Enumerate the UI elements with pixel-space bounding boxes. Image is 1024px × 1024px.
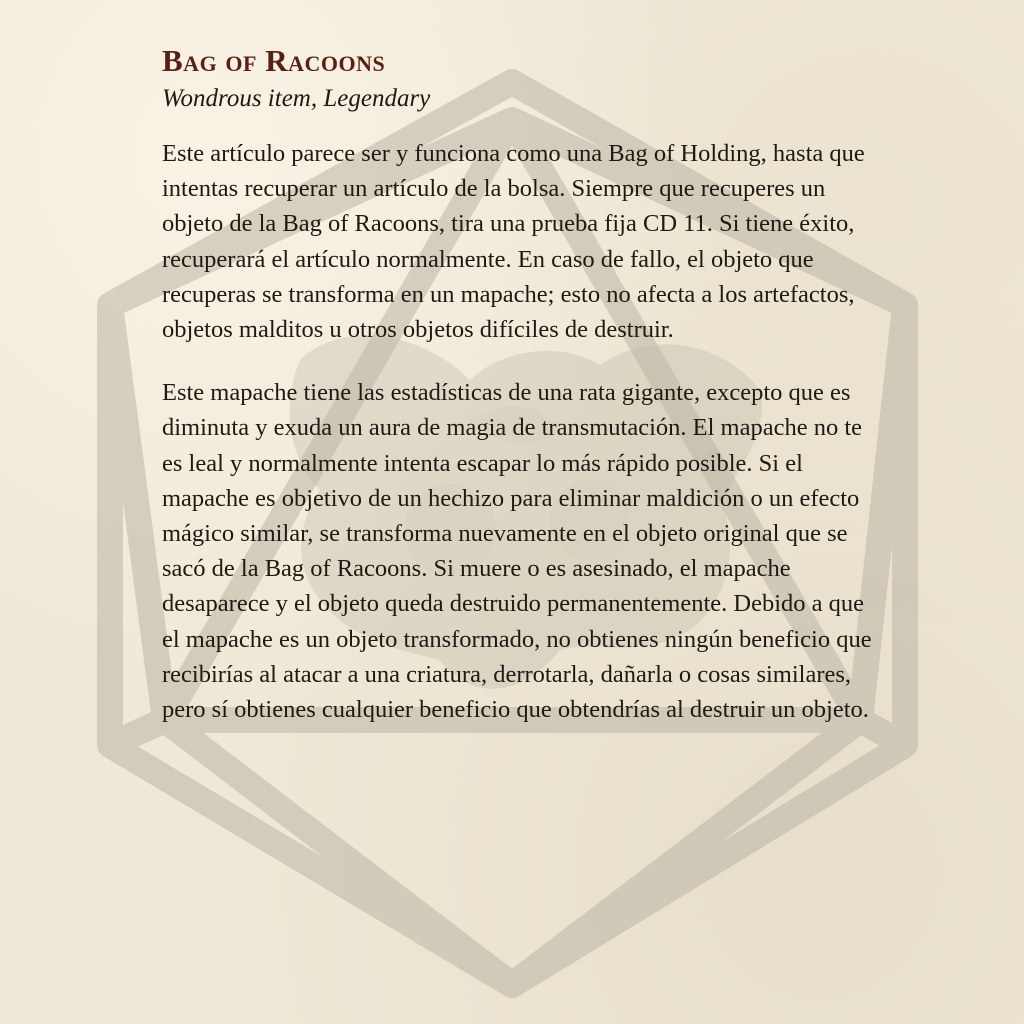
- description-paragraph-1: Este artículo parece ser y funciona como una Bag of Holding, hasta que intentas recuperar un artículo de la bolsa. Siempre que recuperes un objeto de la Bag of Racoons, tira una prueba fija CD 11. Si tiene éxito, recuperará el artículo normalmente. En caso de fallo, el objeto que recuperas se transforma en un mapache; esto no afecta a los artefactos, objetos malditos u otros objetos difíciles de destruir.: [162, 140, 865, 344]
- description-paragraph-2: Este mapache tiene las estadísticas de una rata gigante, excepto que es diminuta y exuda un aura de magia de transmutación. El mapache no te es leal y normalmente intenta escapar lo más rápido posible. Si el mapache es objetivo de un hechizo para eliminar maldición o un efecto mágico similar, se transforma nuevamente en el objeto original que se sacó de la Bag of Racoons. Si muere o es asesinado, el mapache desaparece y el objeto queda destruido permanentemente. Debido a que el mapache es un objeto transformado, no obtienes ningún beneficio que recibirías al atacar a una criatura, derrotarla, dañarla o cosas similares, pero sí obtienes cualquier beneficio que obtendrías al destruir un objeto.: [162, 379, 872, 724]
- item-card: [162, 40, 882, 727]
- item-subtitle: Wondrous item, Legendary: [162, 85, 431, 112]
- item-title: Bag of Racoons: [162, 43, 386, 78]
